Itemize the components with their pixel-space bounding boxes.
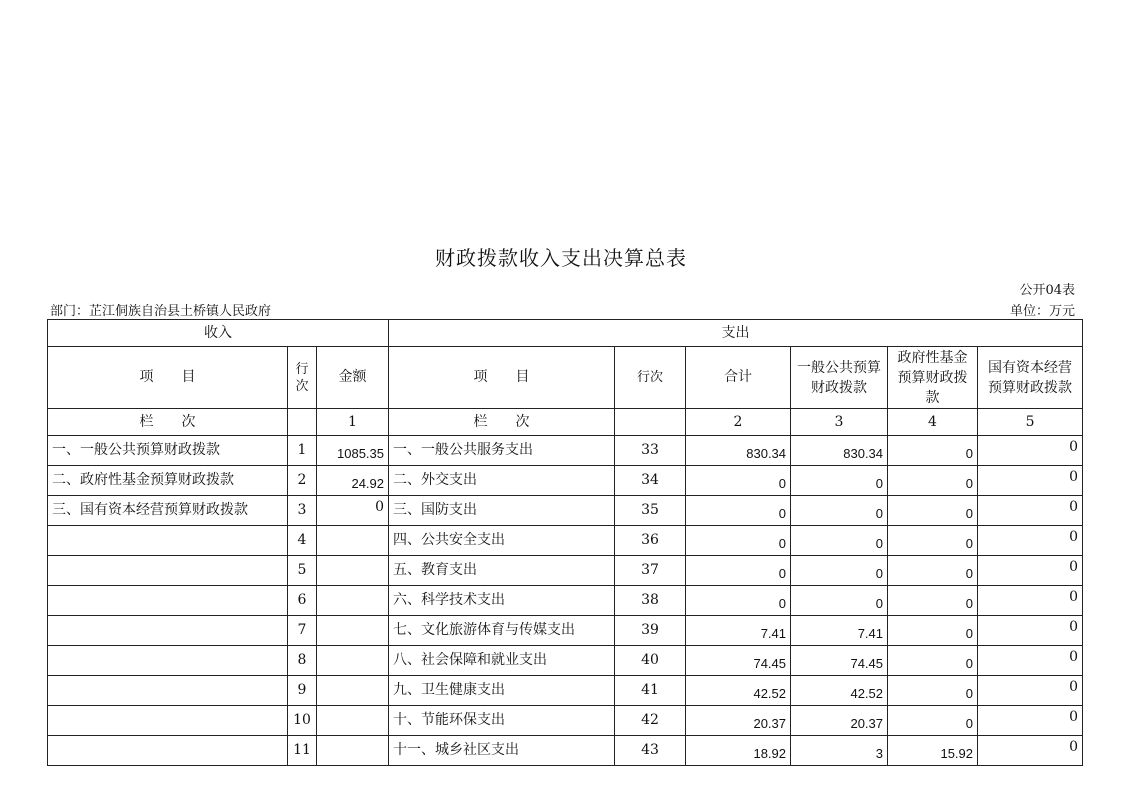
income-item-header: 项 目 (48, 347, 288, 409)
state-capital-cell: 0 (978, 556, 1083, 586)
header-row-sections (48, 320, 1083, 347)
expense-item-cell: 三、国防支出 (389, 496, 615, 526)
expense-line-header: 行次 (615, 347, 686, 409)
general-budget-cell: 42.52 (791, 676, 888, 706)
gov-fund-cell: 0 (888, 556, 978, 586)
expense-item-header: 项 目 (389, 347, 615, 409)
expense-line-cell: 39 (615, 616, 686, 646)
expense-line-cell: 40 (615, 646, 686, 676)
income-amount-cell (317, 646, 389, 676)
empty-cell (615, 409, 686, 436)
general-budget-cell: 3 (791, 736, 888, 766)
expense-line-cell: 35 (615, 496, 686, 526)
gov-fund-cell: 0 (888, 616, 978, 646)
income-item-cell (48, 676, 288, 706)
income-item-cell: 二、政府性基金预算财政拨款 (48, 466, 288, 496)
general-budget-cell: 7.41 (791, 616, 888, 646)
expense-line-cell: 36 (615, 526, 686, 556)
expense-line-cell: 37 (615, 556, 686, 586)
state-capital-cell: 0 (978, 586, 1083, 616)
general-budget-cell: 0 (791, 526, 888, 556)
gov-fund-cell: 0 (888, 646, 978, 676)
total-cell: 0 (686, 466, 791, 496)
form-number: 公开04表 (1019, 283, 1075, 298)
state-capital-cell: 0 (978, 706, 1083, 736)
general-budget-cell: 0 (791, 496, 888, 526)
col-seq-5: 5 (978, 409, 1083, 436)
gov-fund-cell: 0 (888, 526, 978, 556)
income-amount-cell: 24.92 (317, 466, 389, 496)
general-budget-cell: 0 (791, 556, 888, 586)
total-header: 合计 (686, 347, 791, 409)
general-budget-cell: 830.34 (791, 436, 888, 466)
total-cell: 7.41 (686, 616, 791, 646)
gov-fund-cell: 0 (888, 586, 978, 616)
gov-fund-cell: 0 (888, 466, 978, 496)
income-line-cell: 1 (288, 436, 317, 466)
state-capital-cell: 0 (978, 676, 1083, 706)
expense-item-cell: 一、一般公共服务支出 (389, 436, 615, 466)
income-amount-cell (317, 616, 389, 646)
income-amount-cell: 0 (317, 496, 389, 526)
general-budget-cell: 0 (791, 586, 888, 616)
header-row-columns (48, 347, 1083, 409)
expense-item-cell: 九、卫生健康支出 (389, 676, 615, 706)
income-line-cell: 9 (288, 676, 317, 706)
income-item-cell (48, 616, 288, 646)
income-line-header: 行次 (288, 347, 317, 409)
state-capital-cell: 0 (978, 616, 1083, 646)
general-budget-cell: 74.45 (791, 646, 888, 676)
state-capital-cell: 0 (978, 466, 1083, 496)
table-row (48, 676, 1083, 706)
expense-item-cell: 八、社会保障和就业支出 (389, 646, 615, 676)
total-cell: 18.92 (686, 736, 791, 766)
expense-item-cell: 四、公共安全支出 (389, 526, 615, 556)
col-seq-4: 4 (888, 409, 978, 436)
income-amount-cell (317, 676, 389, 706)
total-cell: 0 (686, 526, 791, 556)
table-row (48, 586, 1083, 616)
department-label: 部门：芷江侗族自治县土桥镇人民政府 (50, 304, 272, 319)
col-seq-3: 3 (791, 409, 888, 436)
expense-item-cell: 十一、城乡社区支出 (389, 736, 615, 766)
income-section-header: 收入 (48, 320, 389, 347)
income-column-sequence: 栏 次 (48, 409, 288, 436)
gov-fund-cell: 0 (888, 706, 978, 736)
expense-item-cell: 七、文化旅游体育与传媒支出 (389, 616, 615, 646)
total-cell: 74.45 (686, 646, 791, 676)
expense-item-cell: 五、教育支出 (389, 556, 615, 586)
expense-item-cell: 六、科学技术支出 (389, 586, 615, 616)
total-cell: 20.37 (686, 706, 791, 736)
table-row (48, 466, 1083, 496)
income-amount-cell (317, 736, 389, 766)
income-item-cell (48, 526, 288, 556)
gov-fund-cell: 15.92 (888, 736, 978, 766)
expense-line-cell: 34 (615, 466, 686, 496)
income-line-cell: 2 (288, 466, 317, 496)
table-row (48, 616, 1083, 646)
page-title: 财政拨款收入支出决算总表 (435, 246, 687, 270)
income-amount-cell: 1085.35 (317, 436, 389, 466)
table-row (48, 526, 1083, 556)
total-cell: 42.52 (686, 676, 791, 706)
gov-fund-header: 政府性基金预算财政拨款 (888, 347, 978, 409)
table-row (48, 646, 1083, 676)
income-amount-header: 金额 (317, 347, 389, 409)
income-item-cell (48, 586, 288, 616)
total-cell: 830.34 (686, 436, 791, 466)
table-row (48, 736, 1083, 766)
general-budget-cell: 0 (791, 466, 888, 496)
total-cell: 0 (686, 556, 791, 586)
column-sequence-row (48, 409, 1083, 436)
income-item-cell (48, 706, 288, 736)
income-amount-cell (317, 586, 389, 616)
state-capital-cell: 0 (978, 646, 1083, 676)
state-capital-cell: 0 (978, 496, 1083, 526)
gov-fund-cell: 0 (888, 496, 978, 526)
expense-line-cell: 33 (615, 436, 686, 466)
col-seq-1: 1 (317, 409, 389, 436)
state-capital-cell: 0 (978, 436, 1083, 466)
table-row (48, 556, 1083, 586)
general-budget-header: 一般公共预算财政拨款 (791, 347, 888, 409)
budget-summary-table (47, 319, 1083, 766)
income-line-cell: 8 (288, 646, 317, 676)
table-row (48, 496, 1083, 526)
gov-fund-cell: 0 (888, 676, 978, 706)
income-item-cell (48, 646, 288, 676)
state-capital-cell: 0 (978, 736, 1083, 766)
expense-item-cell: 十、节能环保支出 (389, 706, 615, 736)
table-row (48, 436, 1083, 466)
income-item-cell: 一、一般公共预算财政拨款 (48, 436, 288, 466)
expense-section-header: 支出 (389, 320, 1083, 347)
income-line-cell: 5 (288, 556, 317, 586)
income-line-cell: 10 (288, 706, 317, 736)
table-row (48, 706, 1083, 736)
expense-line-cell: 41 (615, 676, 686, 706)
col-seq-2: 2 (686, 409, 791, 436)
income-amount-cell (317, 706, 389, 736)
expense-line-cell: 42 (615, 706, 686, 736)
income-item-cell: 三、国有资本经营预算财政拨款 (48, 496, 288, 526)
expense-line-cell: 38 (615, 586, 686, 616)
expense-line-cell: 43 (615, 736, 686, 766)
state-capital-cell: 0 (978, 526, 1083, 556)
empty-cell (288, 409, 317, 436)
state-capital-header: 国有资本经营预算财政拨款 (978, 347, 1083, 409)
income-line-cell: 4 (288, 526, 317, 556)
income-line-cell: 7 (288, 616, 317, 646)
general-budget-cell: 20.37 (791, 706, 888, 736)
income-line-cell: 6 (288, 586, 317, 616)
income-amount-cell (317, 556, 389, 586)
gov-fund-cell: 0 (888, 436, 978, 466)
income-line-cell: 11 (288, 736, 317, 766)
expense-column-sequence: 栏 次 (389, 409, 615, 436)
total-cell: 0 (686, 496, 791, 526)
income-item-cell (48, 556, 288, 586)
income-line-cell: 3 (288, 496, 317, 526)
income-amount-cell (317, 526, 389, 556)
income-item-cell (48, 736, 288, 766)
expense-item-cell: 二、外交支出 (389, 466, 615, 496)
total-cell: 0 (686, 586, 791, 616)
unit-label: 单位：万元 (1009, 304, 1075, 319)
